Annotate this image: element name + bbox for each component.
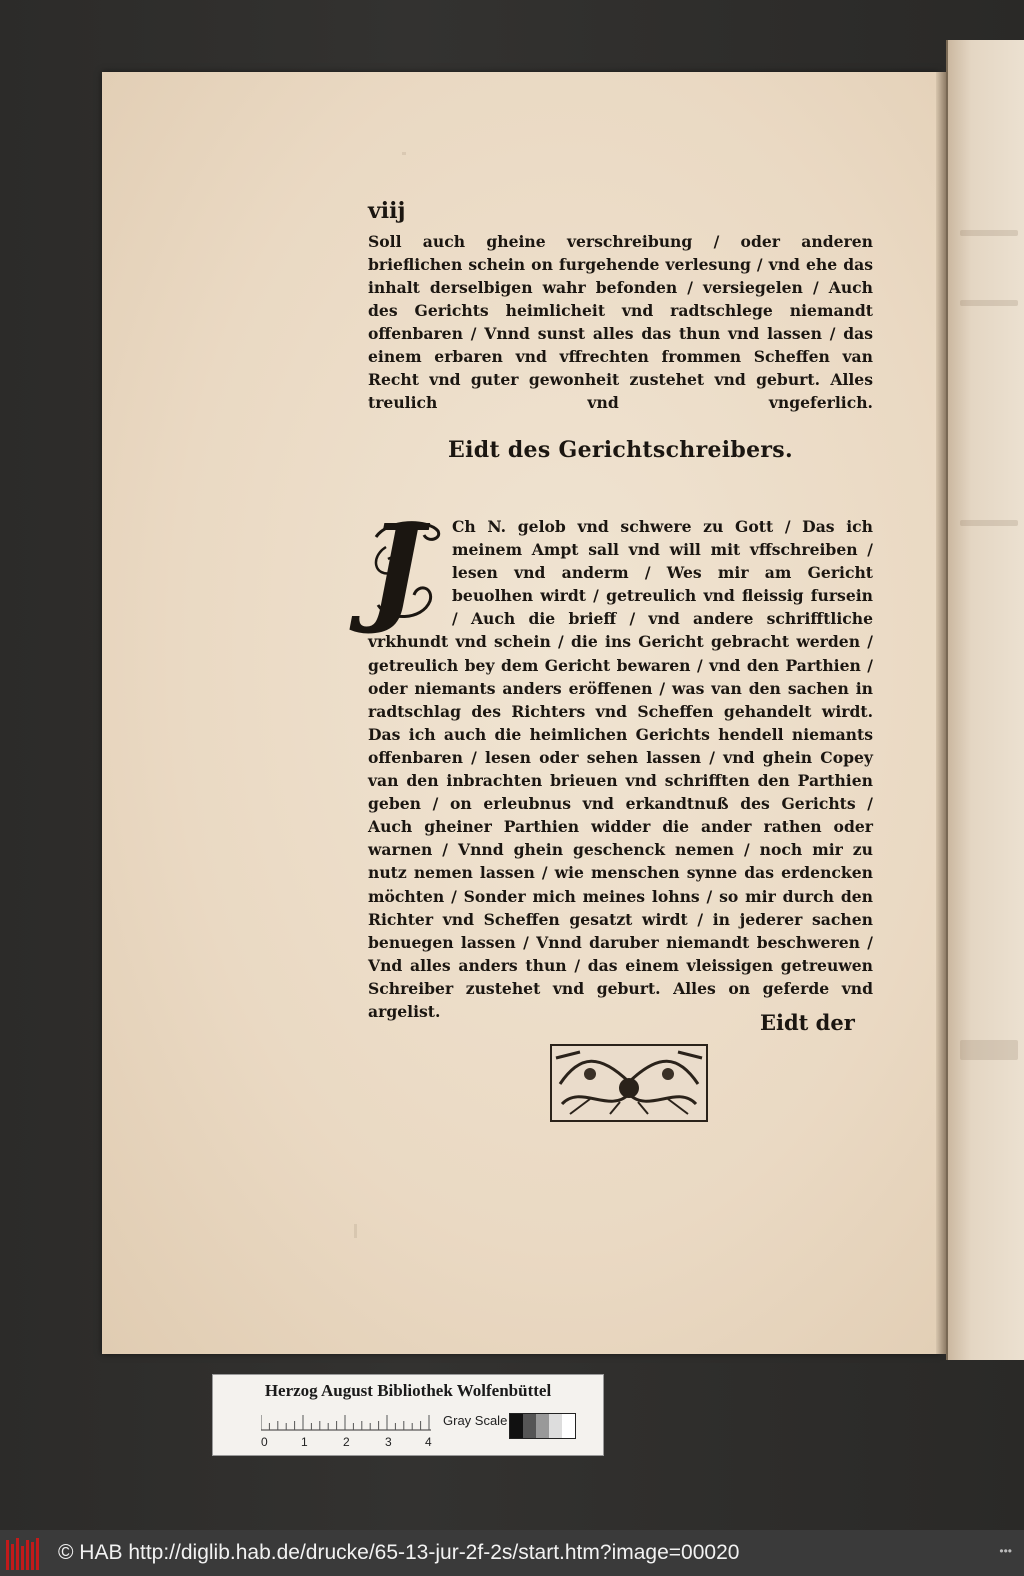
scale-number: 2: [343, 1435, 350, 1449]
gray-swatch: [510, 1414, 523, 1438]
gray-swatch: [523, 1414, 536, 1438]
facing-page-edge: [946, 40, 1024, 1360]
section-number: viij: [368, 198, 406, 224]
color-checker-card: [212, 1374, 604, 1456]
woodcut-ornament: [550, 1044, 708, 1122]
gray-swatch: [549, 1414, 562, 1438]
bleed-through-mark: [960, 230, 1018, 236]
catchword: Eidt der: [760, 1010, 855, 1035]
gray-swatch: [536, 1414, 549, 1438]
scale-number: 4: [425, 1435, 432, 1449]
decorated-initial: [368, 498, 446, 637]
gray-scale-swatches: [509, 1413, 576, 1439]
page-spine-shadow: [936, 72, 946, 1354]
section-heading: Eidt des Gerichtschreibers.: [448, 437, 793, 463]
copyright-url[interactable]: © HAB http://diglib.hab.de/drucke/65-13-jur-2f-2s/start.htm?image=00020: [58, 1541, 740, 1564]
ruler-scale-icon: [261, 1413, 441, 1431]
ink-spot: [354, 1224, 357, 1238]
scale-number: 3: [385, 1435, 392, 1449]
hab-logo-icon: [6, 1536, 46, 1570]
ornament-vignette-icon: [550, 1044, 708, 1122]
bleed-through-mark: [960, 300, 1018, 306]
oath-paragraph-scheffen: Soll auch gheine verschreibung / oder anderen brieflichen schein on furgehende verlesung / vnd ehe das inhalt derselbigen wahr befonden / versiegelen / Auch des Gerichts heimlicheit vnd radtschlege niemandt offenbaren / Vnnd sunst alles das thun vnd lassen / das einem erbaren vnd vffrechten frommen Scheffen van Recht vnd guter gewonheit zustehet vnd geburt. Alles treulich vnd vngeferlich.: [368, 232, 873, 412]
oath-text: Ch N. gelob vnd schwere zu Gott / Das ich meinem Ampt sall vnd will mit vffschreiben / lesen vnd anderm / Wes mir am Gericht beuolhen wirdt / getreulich vnd fleissig fursein / Auch die brieff / vnd andere schrifftliche vrkhundt vnd schein / die ins Gericht gebracht werden / getreulich bey dem Gericht bewaren / vnd den Parthien / oder niemants anders eröffenen / was van den sachen in radtschlag des Richters vnd Scheffen gehandelt wirdt. Das ich auch die heimlichen Gerichts hendell niemants offenbaren / lesen oder sehen lassen / vnd ghein Copey van den inbrachten brieuen vnd schrifften den Parthien geben / on erleubnus vnd erkandtnuß des Gerichts / Auch gheiner Parthien widder die ander rathen oder warnen / Vnnd ghein geschenck nemen / noch mir zu nutz nemen lassen / wie menschen synne das erdencken möchten / Sonder mich meines lohns / so mir durch den Richter vnd Scheffen gesatzt wirdt / in jederer sachen benuegen lassen / Vnnd daruber niemandt beschweren / Vnd alles anders thun / das einem vleissigen getreuwen Schreiber zustehet vnd geburt. Alles on geferde vnd argelist.: [368, 517, 873, 1021]
footer-bar: [0, 1530, 1024, 1576]
gray-swatch: [562, 1414, 575, 1438]
oath-paragraph-gerichtschreiber: [368, 498, 873, 1023]
initial-letter: J: [368, 498, 424, 637]
library-name: Herzog August Bibliothek Wolfenbüttel: [264, 1381, 552, 1400]
scale-number: 1: [301, 1435, 308, 1449]
more-dots-icon: •••: [999, 1544, 1012, 1558]
ink-spot: [402, 152, 406, 155]
bleed-through-mark: [960, 1040, 1018, 1060]
bleed-through-mark: [960, 520, 1018, 526]
gray-scale-label: Gray Scale: [443, 1413, 508, 1428]
scale-number: 0: [261, 1435, 268, 1449]
